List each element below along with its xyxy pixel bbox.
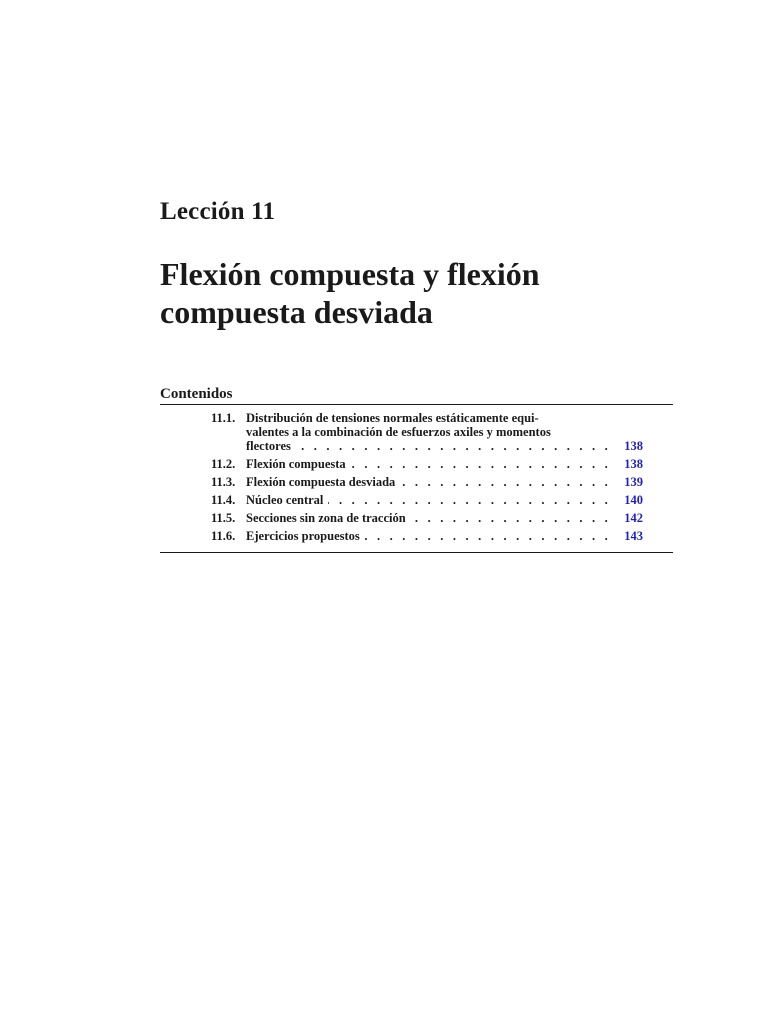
toc-entry-title: Núcleo central (246, 493, 324, 507)
toc-entry-11-5[interactable] (160, 509, 673, 527)
toc-page-link[interactable]: 140 (624, 493, 643, 507)
toc-entry-number: 11.4. (211, 493, 236, 507)
toc-page-link[interactable]: 138 (624, 439, 643, 453)
dot-leader (411, 511, 611, 525)
toc-entry-11-2[interactable] (160, 455, 673, 473)
toc-page-link[interactable]: 139 (624, 475, 643, 489)
toc-entry-title: Ejercicios propuestos (246, 529, 360, 543)
lesson-label: Lección 11 (160, 198, 276, 225)
toc-page-link[interactable]: 138 (624, 457, 643, 471)
toc-entry-title: flectores (246, 439, 291, 453)
toc-entry-number: 11.3. (211, 475, 236, 489)
toc-entry-title: Secciones sin zona de tracción (246, 511, 406, 525)
dot-leader (351, 457, 611, 471)
toc-entry-number: 11.6. (211, 529, 236, 543)
toc-entry-number: 11.5. (211, 511, 236, 525)
table-of-contents (160, 385, 673, 553)
toc-entry-11-3[interactable] (160, 473, 673, 491)
dot-leader (296, 439, 611, 453)
chapter-title-line-1: Flexión compuesta y flexión (160, 256, 540, 292)
toc-entry-11-1[interactable] (160, 409, 673, 455)
toc-entry-title: Flexión compuesta desviada (246, 475, 396, 489)
toc-entry-title: Flexión compuesta (246, 457, 346, 471)
toc-entry-number: 11.2. (211, 457, 236, 471)
toc-page-link[interactable]: 142 (624, 511, 643, 525)
toc-page-link[interactable]: 143 (624, 529, 643, 543)
chapter-title-line-2: compuesta desviada (160, 294, 433, 330)
toc-entry-title-line: Distribución de tensiones normales estáticamente equi- (246, 411, 539, 425)
toc-entries (160, 405, 673, 551)
toc-entry-number: 11.1. (211, 411, 236, 425)
dot-leader (365, 529, 611, 543)
dot-leader (400, 475, 611, 489)
toc-entry-11-6[interactable] (160, 527, 673, 545)
chapter-title (160, 255, 680, 331)
dot-leader (328, 493, 611, 507)
toc-entry-11-4[interactable] (160, 491, 673, 509)
toc-entry-title-line: valentes a la combinación de esfuerzos axiles y momentos (246, 425, 551, 439)
toc-heading: Contenidos (160, 386, 233, 402)
toc-bottom-rule (160, 552, 673, 553)
